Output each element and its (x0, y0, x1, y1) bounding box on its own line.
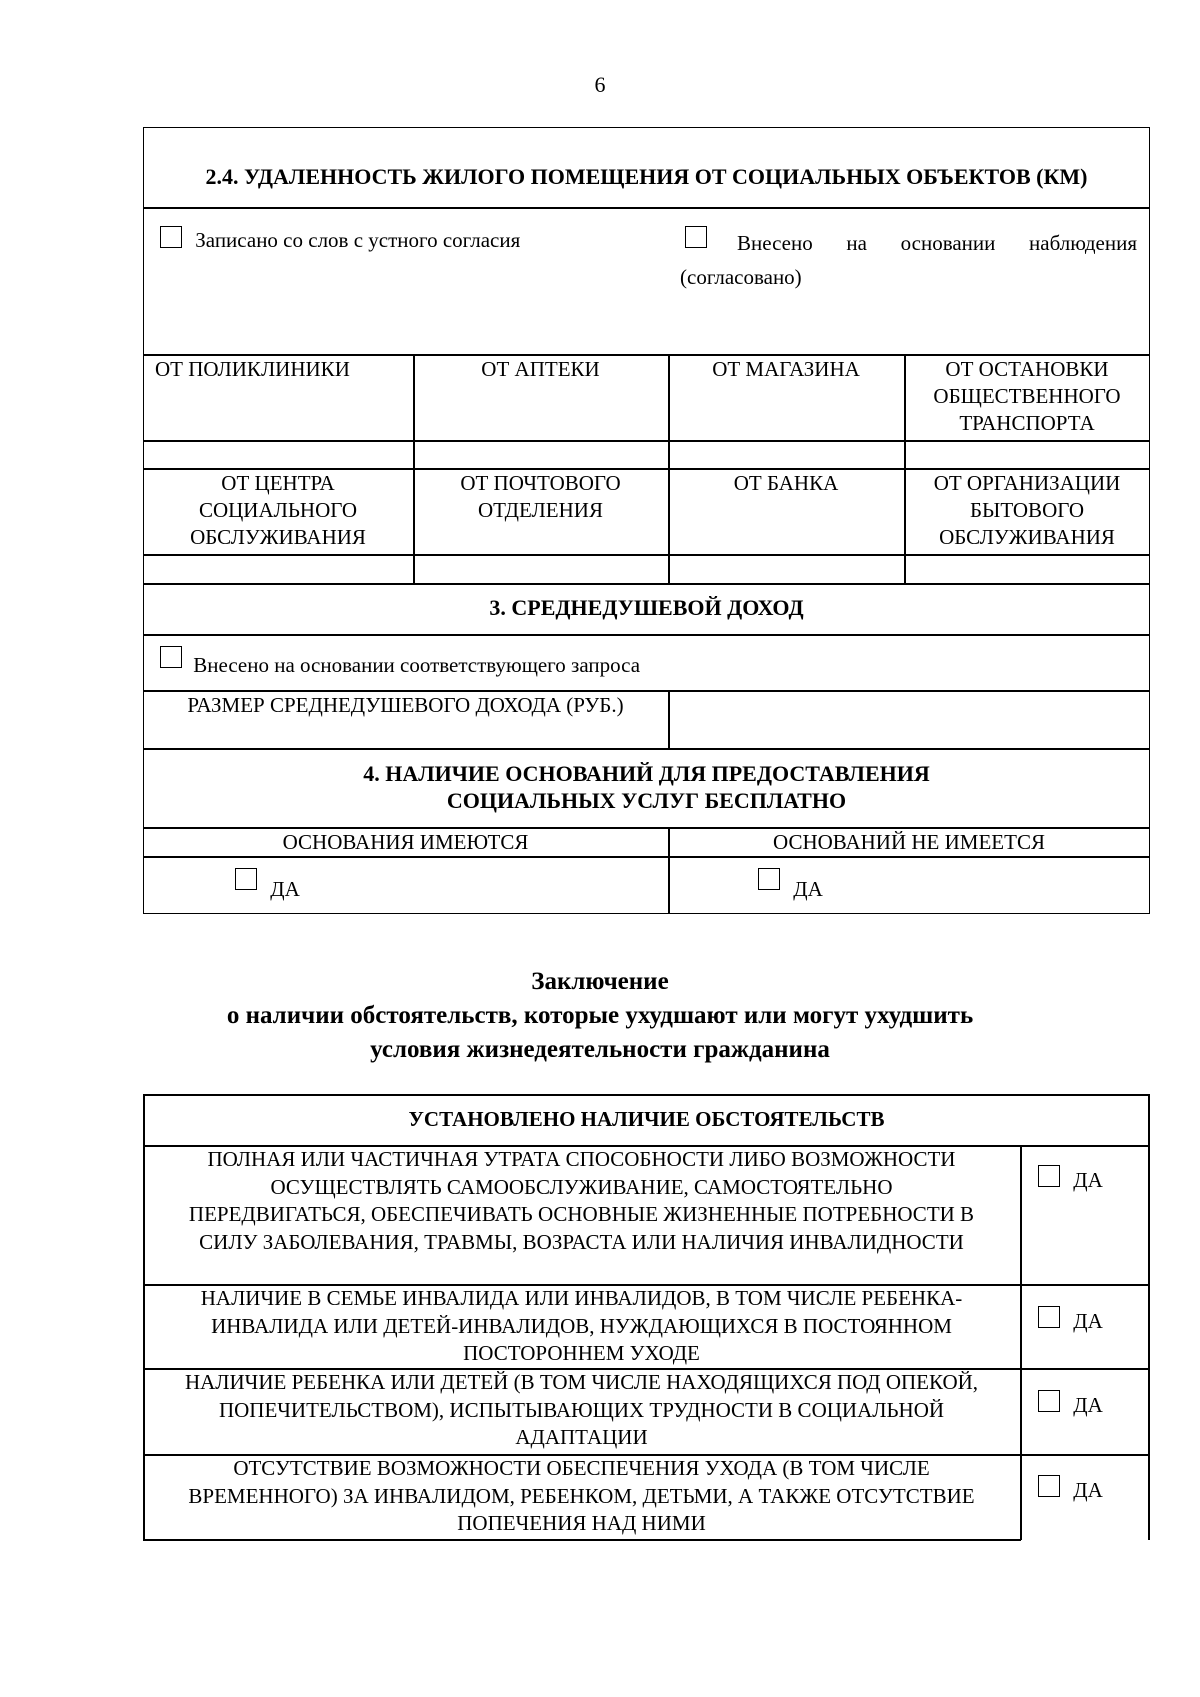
no-grounds-yes[interactable] (758, 874, 823, 904)
option-observation[interactable] (685, 225, 707, 255)
checkbox-icon[interactable] (160, 226, 182, 248)
circumstance-1-yes-label: ДА (1073, 1168, 1103, 1192)
circumstance-2-yes[interactable] (1038, 1306, 1103, 1336)
page-number: 6 (594, 72, 606, 97)
option-oral-consent[interactable] (160, 225, 520, 255)
grounds-exist-yes[interactable] (235, 874, 300, 904)
circumstance-3-yes-label: ДА (1073, 1393, 1103, 1417)
checkbox-icon[interactable] (1038, 1165, 1060, 1187)
col-shop: ОТ МАГАЗИНА (712, 357, 860, 381)
checkbox-icon[interactable] (1038, 1475, 1060, 1497)
col-grounds-exist: ОСНОВАНИЯ ИМЕЮТСЯ (282, 830, 529, 854)
checkbox-icon[interactable] (758, 868, 780, 890)
conclusion-subtitle-1: о наличии обстоятельств, которые ухудшают или могут ухудшить (226, 1002, 974, 1029)
circumstance-row-2: НАЛИЧИЕ В СЕМЬЕ ИНВАЛИДА ИЛИ ИНВАЛИДОВ, В ТОМ ЧИСЛЕ РЕБЕНКА-ИНВАЛИДА ИЛИ ДЕТЕЙ-ИНВАЛИДОВ, НУЖДАЮЩИХСЯ В ПОСТОЯННОМ ПОСТОРОННЕМ УХОДЕ (200, 1286, 963, 1365)
section-2-4-title: 2.4. УДАЛЕННОСТЬ ЖИЛОГО ПОМЕЩЕНИЯ ОТ СОЦИАЛЬНЫХ ОБЪЕКТОВ (КМ) (205, 164, 1088, 189)
option-request[interactable] (160, 650, 640, 680)
circumstance-row-3: НАЛИЧИЕ РЕБЕНКА ИЛИ ДЕТЕЙ (В ТОМ ЧИСЛЕ НАХОДЯЩИХСЯ ПОД ОПЕКОЙ, ПОПЕЧИТЕЛЬСТВОМ), ИСПЫТЫВАЮЩИХ ТРУДНОСТИ В СОЦИАЛЬНОЙ АДАПТАЦИИ (184, 1370, 979, 1449)
option-oral-consent-label: Записано со слов с устного согласия (195, 228, 521, 252)
section-3-title: 3. СРЕДНЕДУШЕВОЙ ДОХОД (489, 595, 804, 620)
circumstances-header: УСТАНОВЛЕНО НАЛИЧИЕ ОБСТОЯТЕЛЬСТВ (408, 1107, 885, 1131)
checkbox-icon[interactable] (235, 868, 257, 890)
circumstance-1-yes[interactable] (1038, 1165, 1103, 1195)
col-bank: ОТ БАНКА (733, 471, 839, 495)
checkbox-icon[interactable] (1038, 1390, 1060, 1412)
circumstance-row-4: ОТСУТСТВИЕ ВОЗМОЖНОСТИ ОБЕСПЕЧЕНИЯ УХОДА (В ТОМ ЧИСЛЕ ВРЕМЕННОГО) ЗА ИНВАЛИДОМ, РЕБЕНКОМ, ДЕТЬМИ, А ТАКЖЕ ОТСУТСТВИЕ ПОПЕЧЕНИЯ НАД НИМИ (188, 1456, 975, 1535)
circumstance-4-yes-label: ДА (1073, 1478, 1103, 1502)
grounds-exist-yes-label: ДА (270, 877, 300, 901)
option-observation-label: Внесено на основании наблюдения (737, 231, 1137, 255)
no-grounds-yes-label: ДА (793, 877, 823, 901)
option-observation-label-2: (согласовано) (680, 265, 802, 289)
income-label: РАЗМЕР СРЕДНЕДУШЕВОГО ДОХОДА (РУБ.) (187, 693, 624, 717)
option-request-label: Внесено на основании соответствующего запроса (193, 653, 641, 677)
col-polyclinic: ОТ ПОЛИКЛИНИКИ (155, 357, 350, 381)
circumstance-4-yes[interactable] (1038, 1475, 1103, 1505)
circumstance-row-1: ПОЛНАЯ ИЛИ ЧАСТИЧНАЯ УТРАТА СПОСОБНОСТИ ЛИБО ВОЗМОЖНОСТИ ОСУЩЕСТВЛЯТЬ САМООБСЛУЖИВАНИЕ, САМОСТОЯТЕЛЬНО ПЕРЕДВИГАТЬСЯ, ОБЕСПЕЧИВАТЬ ОСНОВНЫЕ ЖИЗНЕННЫЕ ПОТРЕБНОСТИ В СИЛУ ЗАБОЛЕВАНИЯ, ТРАВМЫ, ВОЗРАСТА ИЛИ НАЛИЧИЯ ИНВАЛИДНОСТИ (188, 1147, 975, 1254)
circumstance-3-yes[interactable] (1038, 1390, 1103, 1420)
col-household-service: ОТ ОРГАНИЗАЦИИ БЫТОВОГО ОБСЛУЖИВАНИЯ (933, 471, 1121, 549)
circumstance-2-yes-label: ДА (1073, 1309, 1103, 1333)
conclusion-title: Заключение (531, 968, 669, 995)
col-social-center: ОТ ЦЕНТРА СОЦИАЛЬНОГО ОБСЛУЖИВАНИЯ (190, 471, 366, 549)
col-transport-stop: ОТ ОСТАНОВКИ ОБЩЕСТВЕННОГО ТРАНСПОРТА (933, 357, 1121, 435)
col-post-office: ОТ ПОЧТОВОГО ОТДЕЛЕНИЯ (460, 471, 621, 522)
conclusion-subtitle-2: условия жизнедеятельности гражданина (370, 1036, 830, 1063)
checkbox-icon[interactable] (160, 646, 182, 668)
checkbox-icon[interactable] (1038, 1306, 1060, 1328)
col-no-grounds: ОСНОВАНИЙ НЕ ИМЕЕТСЯ (773, 830, 1045, 854)
section-4-title: 4. НАЛИЧИЕ ОСНОВАНИЙ ДЛЯ ПРЕДОСТАВЛЕНИЯ СОЦИАЛЬНЫХ УСЛУГ БЕСПЛАТНО (363, 761, 930, 813)
checkbox-icon[interactable] (685, 226, 707, 248)
col-pharmacy: ОТ АПТЕКИ (481, 357, 600, 381)
